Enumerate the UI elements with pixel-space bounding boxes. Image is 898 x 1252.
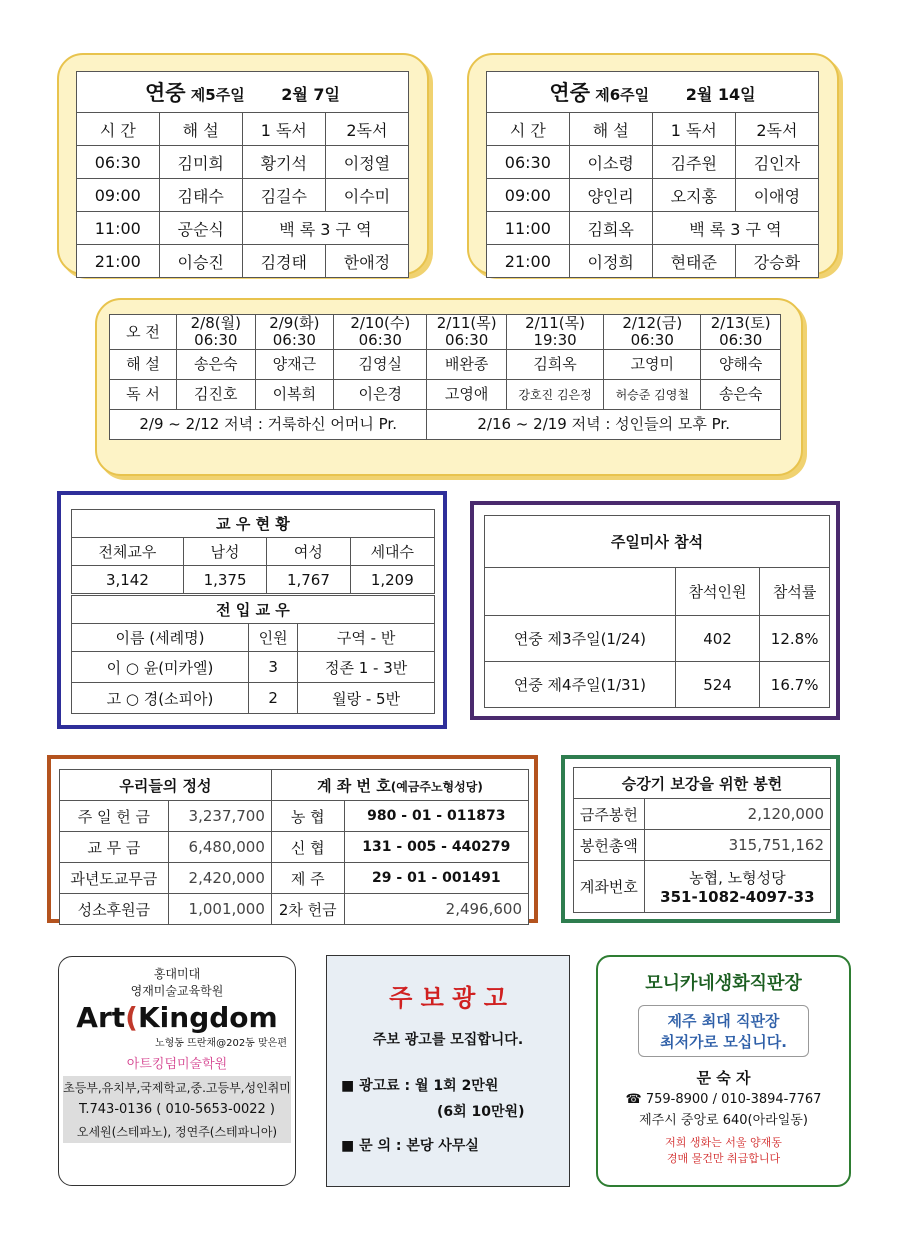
- sunday-schedule-1: 연중 제5주일 2월 7일 시 간 해 설 1 독서 2독서 06:30 김미희 황기석 이정열 09:00 김태수 김길수 이수미 11:00 공순식 백 록 3 구 역 21:00 이승진 김경태 한애정: [57, 53, 429, 275]
- weekday-schedule: 오 전 2/8(월) 06:30 2/9(화) 06:30 2/10(수) 06:30 2/11(목) 06:30 2/11(목) 19:30 2/12(금) 06:30 2/13(토) 06:30 해 설 송은숙 양재근 김영실 배완종 김희옥 고영미 양해숙 독 서 김진호 이복희 이은경 고영애 강호진 김은정 허승준 김영철 송은숙 2/9 ~ 2/12 저녁 : 거룩하신 어머니 Pr. 2/16 ~ 2/19 저녁 : 성인들의 모후 Pr.: [95, 298, 803, 476]
- sched2-title: 연중: [549, 81, 590, 105]
- sunday-schedule-2: 연중 제6주일 2월 14일 시 간 해 설 1 독서 2독서 06:30 이소령 김주원 김인자 09:00 양인리 오지홍 이애영 11:00 김희옥 백 록 3 구 역 21:00 이정희 현태준 강승화: [467, 53, 839, 275]
- sched1-title: 연중: [144, 81, 186, 105]
- elevator-donation: 승강기 보강을 위한 봉헌 금주봉헌 2,120,000 봉헌총액 315,751,162 계좌번호 농협, 노형성당 351-1082-4097-33: [561, 755, 840, 923]
- mass-attendance: 주일미사 참석 참석인원 참석률 연중 제3주일(1/24) 402 12.8% 연중 제4주일(1/31) 524 16.7%: [470, 501, 840, 720]
- offering-box: 우리들의 정성 계 좌 번 호(예금주노형성당) 주 일 헌 금 3,237,700 농 협 980 - 01 - 011873 교 무 금 6,480,000 신 협 131 - 005 - 440279 과년도교무금 2,420,000 제 주 29 - 01 - 001491 성소후원금 1,001,000 2차 헌금 2,496,600: [47, 755, 538, 923]
- parish-status: 교 우 현 황 전체교우 남성 여성 세대수 3,142 1,375 1,767 1,209 전 입 교 우 이름 (세례명) 인원 구역 - 반 이 ○ 윤(미카엘) 3 정존 1 - 3반 고 ○ 경(소피아) 2 월랑 - 5반: [57, 491, 447, 729]
- art-kingdom-ad: 홍대미대 영재미술교육학원 Art(Kingdom 노형동 뜨란채@202동 맞은편 아트킹덤미술학원 초등부,유치부,국제학교,중.고등부,성인취미 T.743-0136 ( 010-5653-0022 ) 오세원(스테파노), 정연주(스테파니아): [58, 956, 296, 1186]
- bulletin-ad: 주 보 광 고 주보 광고를 모집합니다. ■ 광고료 : 월 1회 2만원 (6회 10만원) ■ 문 의 : 본당 사무실: [326, 955, 570, 1187]
- flower-shop-ad: 모니카네생화직판장 제주 최대 직판장 최저가로 모십니다. 문 숙 자 ☎ 759-8900 / 010-3894-7767 제주시 중앙로 640(아라일동) 저희 생화는 서울 양재동 경매 물건만 취급합니다: [596, 955, 851, 1187]
